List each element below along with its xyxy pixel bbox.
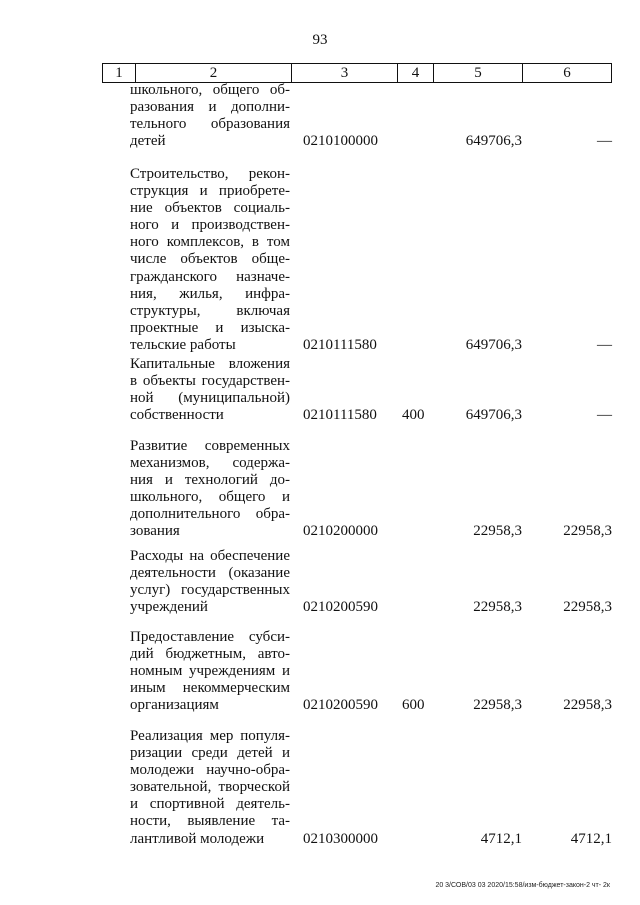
row-expense-type: 400 — [402, 407, 425, 423]
description-line: в объекты государствен- — [130, 373, 290, 390]
budget-rows — [0, 82, 640, 847]
row-description — [130, 438, 290, 541]
description-line: проектные и изыска- — [130, 319, 290, 336]
description-line: Реализация мер популя- — [130, 728, 290, 744]
row-sum-col6: 4712,1 — [570, 831, 612, 847]
row-sum-col5: 22958,3 — [473, 697, 522, 713]
description-line: учреждений — [130, 599, 208, 616]
description-line: числе объектов обще- — [130, 251, 290, 268]
description-line: деятельности (оказание — [130, 565, 290, 582]
page-number: 93 — [312, 32, 328, 48]
description-line: организациям — [130, 697, 219, 714]
description-line: Капитальные вложения — [130, 356, 290, 372]
description-line: номным учреждениям и — [130, 663, 290, 680]
description-line: механизмов, содержа- — [130, 455, 290, 472]
description-line: разования и дополни- — [130, 99, 290, 116]
row-sum-col6: 22958,3 — [563, 599, 612, 615]
description-line: струкция и приобрете- — [130, 183, 290, 200]
row-sum-col5: 649706,3 — [465, 133, 522, 149]
column-header-3: 3 — [292, 64, 398, 83]
column-header-5: 5 — [434, 64, 523, 83]
description-line: ния и технологий до- — [130, 472, 290, 489]
row-sum-col5: 22958,3 — [473, 599, 522, 615]
row-description — [130, 548, 290, 616]
description-line: тельного образования — [130, 116, 290, 133]
row-code: 0210200000 — [303, 523, 378, 539]
row-sum-col5: 649706,3 — [465, 407, 522, 423]
row-sum-col6: — — [597, 407, 612, 423]
row-expense-type: 600 — [402, 697, 425, 713]
description-line: школьного, общего и — [130, 489, 290, 506]
column-header-2: 2 — [136, 64, 292, 83]
row-description — [130, 728, 290, 848]
row-code: 0210200590 — [303, 697, 378, 713]
row-code: 0210111580 — [303, 407, 377, 423]
description-line: Развитие современных — [130, 438, 290, 454]
row-sum-col6: 22958,3 — [563, 523, 612, 539]
description-line: ного и производствен- — [130, 217, 290, 234]
row-code: 0210200590 — [303, 599, 378, 615]
row-description — [130, 356, 290, 424]
description-line: ние объектов социаль- — [130, 200, 290, 217]
description-line: лантливой молодежи — [130, 830, 265, 847]
row-code: 0210300000 — [303, 831, 378, 847]
row-code: 0210111580 — [303, 337, 377, 353]
row-description — [130, 82, 290, 150]
description-line: Строительство, рекон- — [130, 166, 290, 182]
row-sum-col6: — — [597, 337, 612, 353]
column-header-table — [102, 63, 612, 83]
row-sum-col5: 649706,3 — [465, 337, 522, 353]
row-code: 0210100000 — [303, 133, 378, 149]
column-header-4: 4 — [398, 64, 434, 83]
description-line: ния, жилья, инфра- — [130, 285, 290, 302]
description-line: Предоставление субси- — [130, 629, 290, 645]
description-line: Расходы на обеспечение — [130, 548, 290, 564]
row-description — [130, 166, 290, 354]
document-footer: 20 3/СОВ/03 03 2020/15:58/изм-бюджет-закон-2 чт- 2к — [435, 882, 610, 889]
description-line: ной (муниципальной) — [130, 390, 290, 407]
column-header-1: 1 — [103, 64, 136, 83]
description-line: школьного, общего об- — [130, 82, 290, 98]
description-line: иным некоммерческим — [130, 680, 290, 697]
description-line: дий бюджетным, авто- — [130, 646, 290, 663]
description-line: услуг) государственных — [130, 582, 290, 599]
description-line: тельские работы — [130, 336, 236, 353]
description-line: зования — [130, 523, 180, 540]
description-line: структуры, включая — [130, 302, 290, 319]
description-line: молодежи научно-обра- — [130, 762, 290, 779]
column-header-6: 6 — [523, 64, 612, 83]
description-line: гражданского назначе- — [130, 268, 290, 285]
description-line: ности, выявление та- — [130, 813, 290, 830]
description-line: ного комплексов, в том — [130, 234, 290, 251]
row-sum-col6: 22958,3 — [563, 697, 612, 713]
row-sum-col5: 22958,3 — [473, 523, 522, 539]
description-line: дополнительного обра- — [130, 506, 290, 523]
row-sum-col6: — — [597, 133, 612, 149]
description-line: детей — [130, 133, 166, 150]
description-line: зовательной, творческой — [130, 779, 290, 796]
budget-row — [0, 82, 640, 150]
description-line: и спортивной деятель- — [130, 796, 290, 813]
description-line: ризации среди детей и — [130, 745, 290, 762]
row-sum-col5: 4712,1 — [480, 831, 522, 847]
description-line: собственности — [130, 407, 224, 424]
row-description — [130, 629, 290, 714]
